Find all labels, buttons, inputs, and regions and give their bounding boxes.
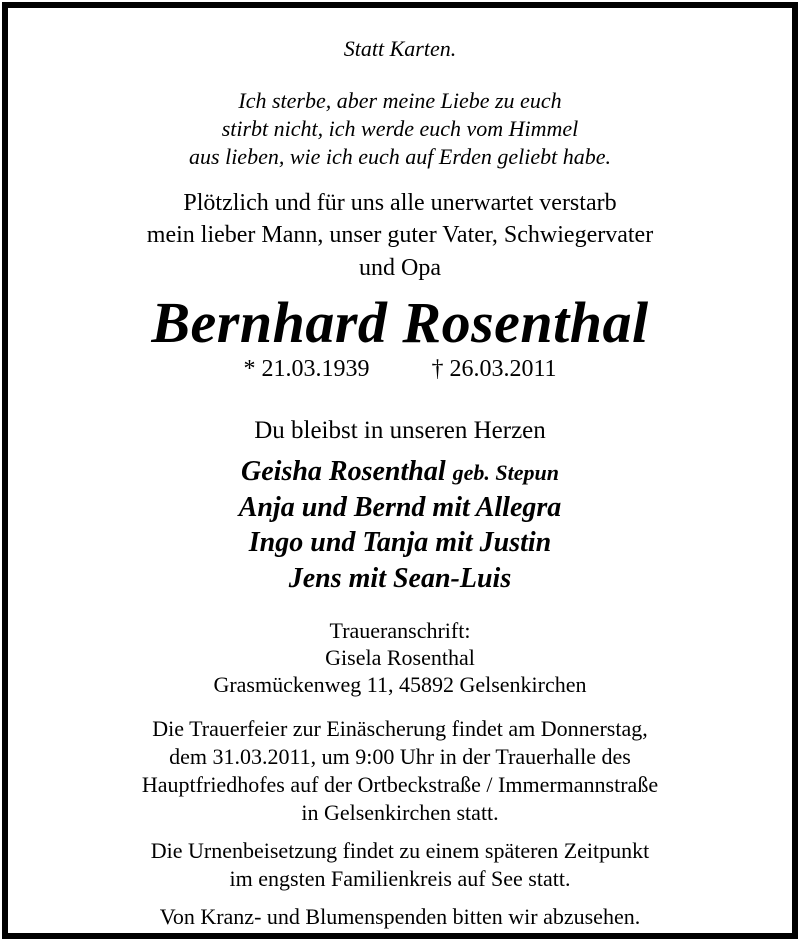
birth-date: * 21.03.1939 (243, 356, 370, 382)
family-line-1 (8, 458, 792, 486)
deceased-name: Bernhard Rosenthal (151, 290, 649, 355)
announcement-line-3: und Opa (359, 255, 441, 281)
obituary-frame (2, 2, 798, 939)
heading: Statt Karten. (343, 36, 457, 61)
family-line-2: Anja und Bernd mit Allegra (238, 492, 562, 523)
family-member-birthname: geb. Stepun (452, 460, 559, 485)
announcement-line-1: Plötzlich und für uns alle unerwartet verstarb (183, 190, 617, 216)
ceremony-line-4: in Gelsenkirchen statt. (301, 800, 499, 825)
ceremony-line-2: dem 31.03.2011, um 9:00 Uhr in der Trauerhalle des (169, 744, 631, 769)
address-label: Traueranschrift: (329, 618, 471, 643)
closing-line: Von Kranz- und Blumenspenden bitten wir abzusehen. (159, 904, 641, 929)
ceremony-line-1: Die Trauerfeier zur Einäscherung findet am Donnerstag, (152, 716, 648, 741)
address-street: Grasmückenweg 11, 45892 Gelsenkirchen (213, 672, 587, 697)
urn-line-1: Die Urnenbeisetzung findet zu einem späteren Zeitpunkt (150, 838, 650, 863)
announcement-line-2: mein lieber Mann, unser guter Vater, Schwiegervater (146, 222, 654, 248)
urn-line-2: im engsten Familienkreis auf See statt. (229, 866, 571, 891)
death-date: † 26.03.2011 (431, 356, 557, 382)
poem-line-1: Ich sterbe, aber meine Liebe zu euch (238, 88, 562, 113)
poem-line-2: stirbt nicht, ich werde euch vom Himmel (221, 116, 579, 141)
life-dates (8, 357, 792, 381)
family-member-name: Geisha Rosenthal (241, 456, 446, 487)
ceremony-line-3: Hauptfriedhofes auf der Ortbeckstraße / Immermannstraße (141, 772, 659, 797)
family-line-3: Ingo und Tanja mit Justin (248, 527, 552, 558)
family-line-4: Jens mit Sean-Luis (288, 563, 512, 594)
poem-line-3: aus lieben, wie ich euch auf Erden geliebt habe. (189, 144, 611, 169)
remembrance-line: Du bleibst in unseren Herzen (254, 417, 546, 444)
address-name: Gisela Rosenthal (325, 645, 475, 670)
